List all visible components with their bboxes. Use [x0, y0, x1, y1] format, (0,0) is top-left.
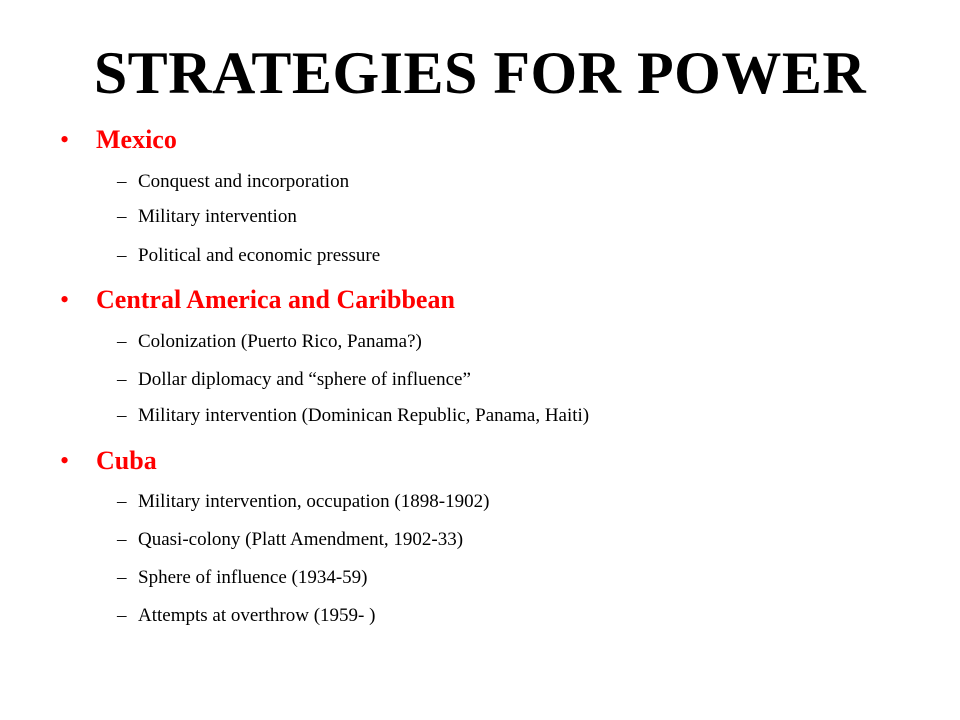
list-item: [117, 404, 589, 428]
list-item: [117, 490, 489, 514]
dash-icon: –: [117, 171, 127, 192]
section-heading-label: Mexico: [96, 125, 177, 154]
list-item: [117, 528, 463, 552]
list-item-text: Dollar diplomacy and “sphere of influence”: [138, 369, 471, 390]
list-item-text: Sphere of influence (1934-59): [138, 567, 368, 588]
dash-icon: –: [117, 491, 127, 512]
dash-icon: –: [117, 331, 127, 352]
bullet-icon: •: [60, 125, 70, 154]
list-item: [117, 368, 471, 392]
list-item: [117, 244, 380, 268]
section-heading-central-america: [60, 284, 455, 316]
list-item-text: Military intervention (Dominican Republic, Panama, Haiti): [138, 405, 590, 426]
section-heading-label: Cuba: [96, 446, 157, 475]
list-item-text: Conquest and incorporation: [138, 171, 350, 192]
bullet-icon: •: [60, 446, 70, 475]
dash-icon: –: [117, 245, 127, 266]
list-item: [117, 604, 375, 628]
dash-icon: –: [117, 405, 127, 426]
section-heading-cuba: [60, 445, 157, 477]
list-item-text: Attempts at overthrow (1959- ): [138, 605, 376, 626]
list-item: [117, 566, 368, 590]
dash-icon: –: [117, 529, 127, 550]
list-item-text: Military intervention: [138, 206, 297, 227]
slide-title: STRATEGIES FOR POWER: [93, 40, 867, 106]
section-heading-label: Central America and Caribbean: [96, 285, 455, 314]
list-item-text: Quasi-colony (Platt Amendment, 1902-33): [138, 529, 464, 550]
bullet-icon: •: [60, 285, 70, 314]
list-item-text: Political and economic pressure: [138, 245, 381, 266]
list-item: [117, 330, 422, 354]
dash-icon: –: [117, 605, 127, 626]
list-item: [117, 170, 349, 194]
list-item: [117, 205, 297, 229]
dash-icon: –: [117, 369, 127, 390]
list-item-text: Military intervention, occupation (1898-1902): [138, 491, 490, 512]
list-item-text: Colonization (Puerto Rico, Panama?): [138, 331, 422, 352]
section-heading-mexico: [60, 124, 177, 156]
dash-icon: –: [117, 206, 127, 227]
dash-icon: –: [117, 567, 127, 588]
